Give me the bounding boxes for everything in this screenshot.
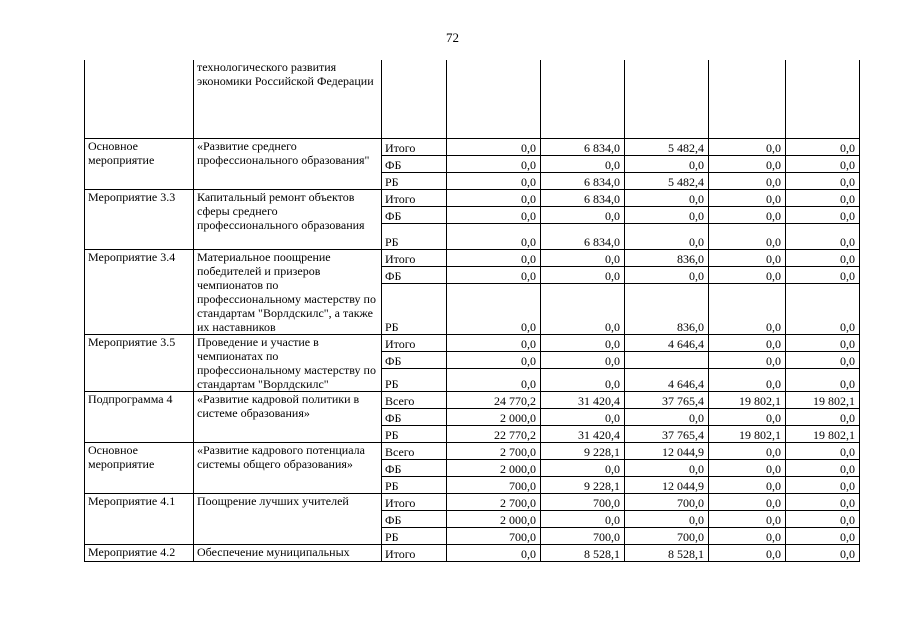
value-cell: 2 000,0 — [447, 459, 541, 476]
value-cell: 0,0 — [786, 223, 860, 249]
value-cell: 0,0 — [541, 351, 625, 368]
value-cell: 0,0 — [786, 544, 860, 561]
value-cell: 0,0 — [786, 266, 860, 283]
funding-source: РБ — [382, 283, 447, 334]
funding-source: ФБ — [382, 206, 447, 223]
row-name: Материальное поощрение победителей и призеров чемпионатов по профессиональному мастерству по стандартам "Ворлдскилс", а также их наставников — [194, 249, 382, 334]
funding-source: ФБ — [382, 266, 447, 283]
row-name: «Развитие кадровой политики в системе образования» — [194, 391, 382, 442]
value-cell: 2 700,0 — [447, 442, 541, 459]
funding-source: Итого — [382, 249, 447, 266]
budget-table — [84, 60, 860, 562]
value-cell — [786, 60, 860, 138]
value-cell: 0,0 — [541, 266, 625, 283]
value-cell: 0,0 — [541, 206, 625, 223]
value-cell: 0,0 — [786, 155, 860, 172]
value-cell: 0,0 — [786, 249, 860, 266]
value-cell: 22 770,2 — [447, 425, 541, 442]
value-cell — [541, 60, 625, 138]
value-cell: 0,0 — [709, 493, 786, 510]
value-cell: 37 765,4 — [625, 425, 709, 442]
funding-source: РБ — [382, 172, 447, 189]
value-cell: 0,0 — [786, 493, 860, 510]
funding-source: ФБ — [382, 459, 447, 476]
row-name: «Развитие кадрового потенциала системы общего образования» — [194, 442, 382, 493]
value-cell: 0,0 — [786, 172, 860, 189]
value-cell: 700,0 — [625, 493, 709, 510]
value-cell: 5 482,4 — [625, 138, 709, 155]
table-body — [85, 60, 860, 561]
value-cell: 19 802,1 — [786, 425, 860, 442]
value-cell: 6 834,0 — [541, 223, 625, 249]
row-code: Мероприятие 3.5 — [85, 334, 194, 391]
value-cell: 0,0 — [709, 368, 786, 391]
row-code: Подпрограмма 4 — [85, 391, 194, 442]
value-cell: 19 802,1 — [786, 391, 860, 408]
row-code: Основное мероприятие — [85, 138, 194, 189]
funding-source: ФБ — [382, 510, 447, 527]
value-cell: 0,0 — [625, 408, 709, 425]
value-cell: 0,0 — [786, 189, 860, 206]
name-cell: технологического развития экономики Российской Федерации — [194, 60, 382, 138]
value-cell: 0,0 — [709, 510, 786, 527]
value-cell: 0,0 — [709, 249, 786, 266]
value-cell: 0,0 — [541, 408, 625, 425]
table-row — [85, 334, 860, 351]
value-cell: 0,0 — [625, 206, 709, 223]
value-cell: 0,0 — [541, 459, 625, 476]
value-cell: 8 528,1 — [541, 544, 625, 561]
value-cell: 836,0 — [625, 249, 709, 266]
value-cell: 0,0 — [709, 138, 786, 155]
value-cell: 700,0 — [447, 527, 541, 544]
value-cell: 0,0 — [447, 155, 541, 172]
value-cell: 700,0 — [541, 493, 625, 510]
funding-source: РБ — [382, 223, 447, 249]
value-cell: 0,0 — [541, 368, 625, 391]
value-cell: 0,0 — [786, 408, 860, 425]
value-cell: 0,0 — [447, 334, 541, 351]
value-cell: 31 420,4 — [541, 391, 625, 408]
row-code: Основное мероприятие — [85, 442, 194, 493]
value-cell: 0,0 — [709, 223, 786, 249]
row-name: Обеспечение муниципальных — [194, 544, 382, 561]
value-cell: 0,0 — [709, 459, 786, 476]
value-cell: 0,0 — [786, 138, 860, 155]
value-cell: 0,0 — [709, 334, 786, 351]
value-cell — [709, 60, 786, 138]
table-row — [85, 391, 860, 408]
value-cell: 0,0 — [447, 544, 541, 561]
value-cell: 0,0 — [447, 351, 541, 368]
value-cell: 0,0 — [709, 283, 786, 334]
value-cell: 0,0 — [786, 283, 860, 334]
value-cell: 0,0 — [786, 351, 860, 368]
value-cell: 0,0 — [786, 334, 860, 351]
table-row — [85, 249, 860, 266]
table-row — [85, 189, 860, 206]
value-cell: 0,0 — [709, 351, 786, 368]
funding-source: ФБ — [382, 351, 447, 368]
value-cell: 0,0 — [709, 172, 786, 189]
value-cell: 6 834,0 — [541, 138, 625, 155]
row-code: Мероприятие 3.4 — [85, 249, 194, 334]
value-cell: 0,0 — [709, 206, 786, 223]
row-name: «Развитие среднего профессионального образования" — [194, 138, 382, 189]
value-cell: 0,0 — [625, 510, 709, 527]
value-cell: 0,0 — [786, 476, 860, 493]
value-cell — [447, 60, 541, 138]
value-cell: 0,0 — [541, 283, 625, 334]
value-cell: 2 000,0 — [447, 510, 541, 527]
funding-source: Итого — [382, 189, 447, 206]
value-cell: 700,0 — [625, 527, 709, 544]
funding-source: РБ — [382, 527, 447, 544]
value-cell: 4 646,4 — [625, 368, 709, 391]
value-cell: 0,0 — [709, 442, 786, 459]
code-cell — [85, 60, 194, 138]
value-cell: 0,0 — [447, 283, 541, 334]
value-cell: 0,0 — [786, 368, 860, 391]
value-cell: 700,0 — [541, 527, 625, 544]
value-cell: 0,0 — [709, 476, 786, 493]
value-cell: 0,0 — [447, 138, 541, 155]
value-cell: 0,0 — [625, 223, 709, 249]
value-cell: 0,0 — [786, 206, 860, 223]
row-name: Проведение и участие в чемпионатах по профессиональному мастерству по стандартам "Ворлдскилс" — [194, 334, 382, 391]
value-cell: 0,0 — [709, 408, 786, 425]
funding-source: РБ — [382, 425, 447, 442]
row-code: Мероприятие 3.3 — [85, 189, 194, 249]
value-cell: 700,0 — [447, 476, 541, 493]
funding-source: РБ — [382, 368, 447, 391]
value-cell: 0,0 — [447, 266, 541, 283]
value-cell — [625, 60, 709, 138]
funding-source: Всего — [382, 442, 447, 459]
value-cell: 0,0 — [786, 510, 860, 527]
value-cell: 0,0 — [709, 189, 786, 206]
funding-source: Итого — [382, 493, 447, 510]
table-row — [85, 493, 860, 510]
funding-source: РБ — [382, 476, 447, 493]
value-cell: 8 528,1 — [625, 544, 709, 561]
value-cell: 0,0 — [786, 459, 860, 476]
value-cell: 0,0 — [541, 249, 625, 266]
value-cell: 0,0 — [541, 155, 625, 172]
row-code: Мероприятие 4.1 — [85, 493, 194, 544]
value-cell: 2 000,0 — [447, 408, 541, 425]
value-cell: 2 700,0 — [447, 493, 541, 510]
value-cell: 19 802,1 — [709, 391, 786, 408]
value-cell: 0,0 — [541, 510, 625, 527]
value-cell: 0,0 — [625, 155, 709, 172]
value-cell: 0,0 — [709, 527, 786, 544]
value-cell: 0,0 — [541, 334, 625, 351]
value-cell: 0,0 — [447, 368, 541, 391]
value-cell: 0,0 — [625, 459, 709, 476]
value-cell: 6 834,0 — [541, 172, 625, 189]
value-cell: 0,0 — [786, 527, 860, 544]
funding-source: ФБ — [382, 408, 447, 425]
table-row — [85, 442, 860, 459]
value-cell: 0,0 — [786, 442, 860, 459]
value-cell: 12 044,9 — [625, 442, 709, 459]
table-row — [85, 138, 860, 155]
value-cell: 836,0 — [625, 283, 709, 334]
value-cell: 6 834,0 — [541, 189, 625, 206]
value-cell: 0,0 — [447, 189, 541, 206]
value-cell: 4 646,4 — [625, 334, 709, 351]
value-cell: 0,0 — [709, 155, 786, 172]
value-cell: 0,0 — [447, 172, 541, 189]
value-cell: 31 420,4 — [541, 425, 625, 442]
value-cell — [625, 351, 709, 368]
value-cell: 0,0 — [447, 249, 541, 266]
source-cell — [382, 60, 447, 138]
value-cell: 12 044,9 — [625, 476, 709, 493]
value-cell: 19 802,1 — [709, 425, 786, 442]
funding-source: Всего — [382, 391, 447, 408]
value-cell: 24 770,2 — [447, 391, 541, 408]
table-row — [85, 544, 860, 561]
value-cell: 5 482,4 — [625, 172, 709, 189]
value-cell: 9 228,1 — [541, 442, 625, 459]
page-number: 72 — [446, 30, 459, 45]
value-cell: 0,0 — [625, 189, 709, 206]
value-cell: 0,0 — [447, 223, 541, 249]
funding-source: Итого — [382, 544, 447, 561]
table-row-continuation — [85, 60, 860, 138]
row-code: Мероприятие 4.2 — [85, 544, 194, 561]
funding-source: ФБ — [382, 155, 447, 172]
row-name: Капитальный ремонт объектов сферы среднего профессионального образования — [194, 189, 382, 249]
value-cell: 0,0 — [447, 206, 541, 223]
funding-source: Итого — [382, 334, 447, 351]
funding-source: Итого — [382, 138, 447, 155]
value-cell: 9 228,1 — [541, 476, 625, 493]
value-cell: 0,0 — [625, 266, 709, 283]
value-cell: 0,0 — [709, 266, 786, 283]
row-name: Поощрение лучших учителей — [194, 493, 382, 544]
value-cell: 0,0 — [709, 544, 786, 561]
value-cell: 37 765,4 — [625, 391, 709, 408]
